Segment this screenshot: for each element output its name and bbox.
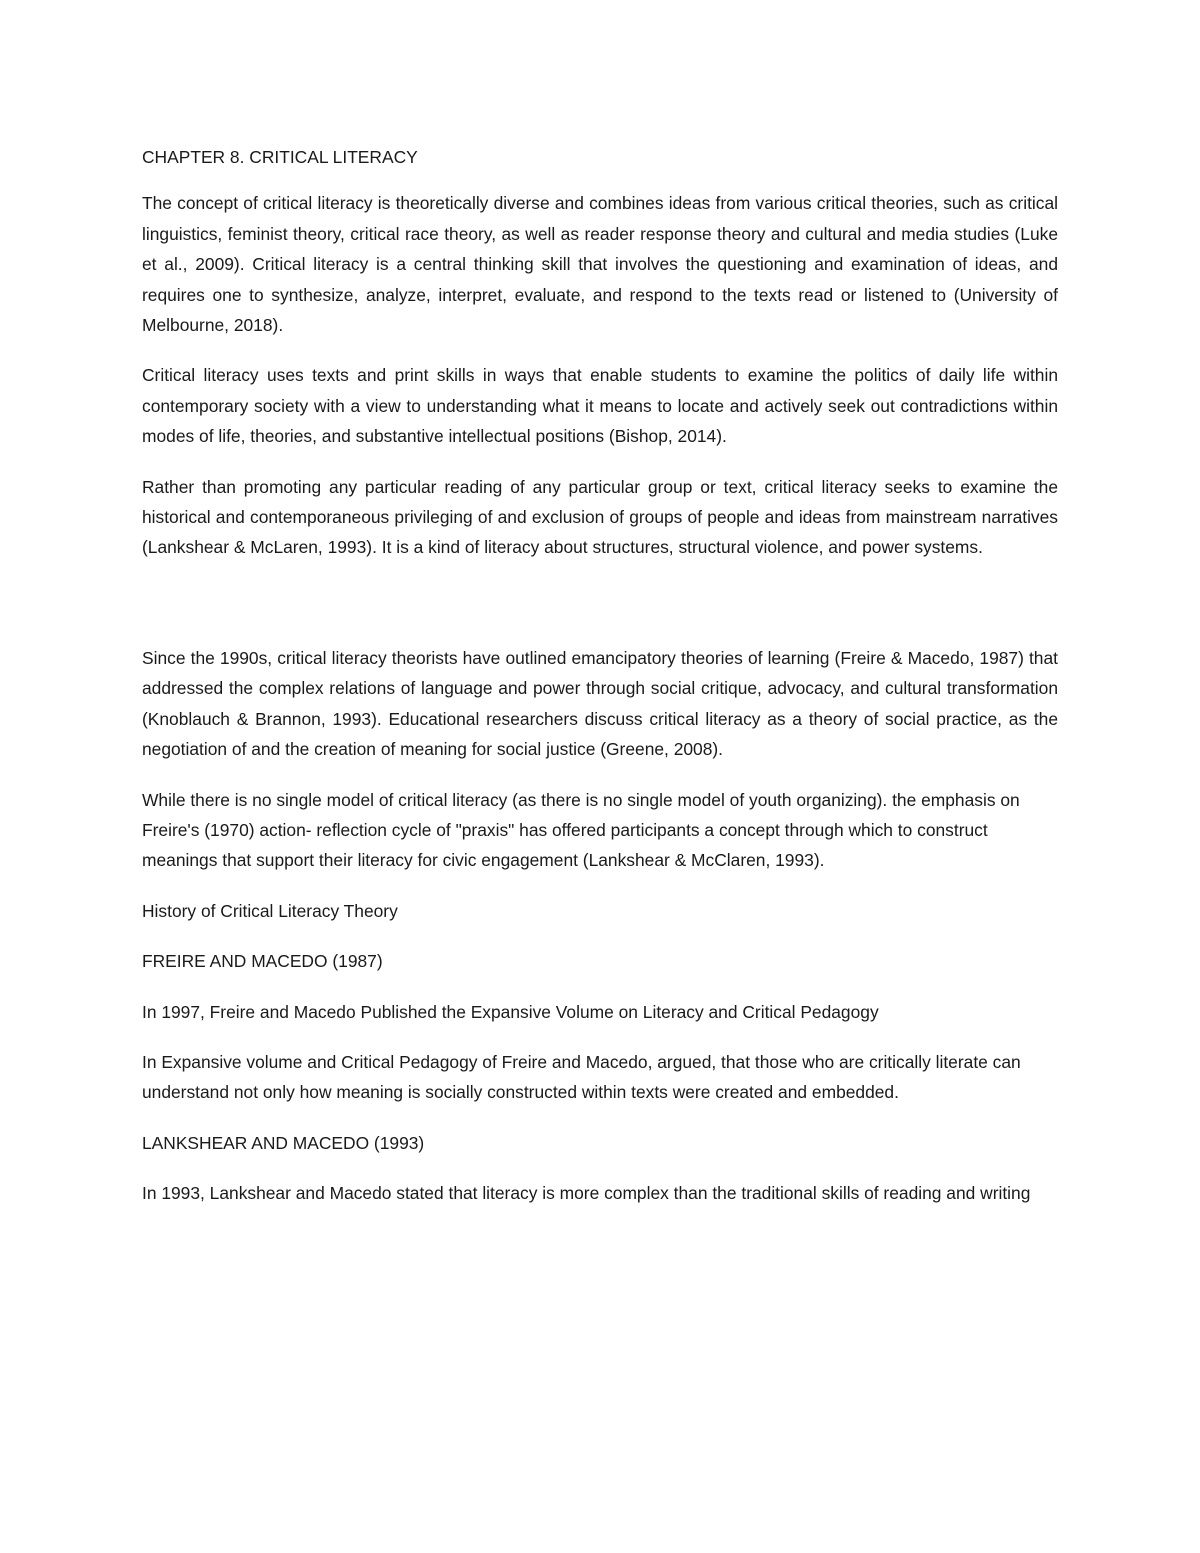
blank-line: [142, 583, 1058, 643]
paragraph-texts-print-skills: Critical literacy uses texts and print skills in ways that enable students to examine the politics of daily life within contemporary society with a view to understanding what it means to locate and actively seek out contradictions within modes of life, theories, and substantive intellectual positions (Bishop, 2014).: [142, 365, 1058, 447]
section-heading-freire-macedo: FREIRE AND MACEDO (1987): [142, 951, 383, 972]
paragraph-expansive-volume: In Expansive volume and Critical Pedagogy of Freire and Macedo, argued, that those who are critically literate can understand not only how meaning is socially constructed within texts were created and embedded.: [142, 1051, 1021, 1103]
paragraph-concept: The concept of critical literacy is theoretically diverse and combines ideas from various critical theories, such as critical linguistics, feminist theory, critical race theory, as well as reader response theory and cultural and media studies (Luke et al., 2009). Critical literacy is a central thinking skill that involves the questioning and examination of ideas, and requires one to synthesize, analyze, interpret, evaluate, and respond to the texts read or listened to (University of Melbourne, 2018).: [142, 193, 1058, 336]
paragraph-privileging: Rather than promoting any particular reading of any particular group or text, critical literacy seeks to examine the historical and contemporaneous privileging of and exclusion of groups of people and ideas from mainstream narratives (Lankshear & McLaren, 1993). It is a kind of literacy about structures, structural violence, and power systems.: [142, 476, 1058, 558]
paragraph-freire-1997: In 1997, Freire and Macedo Published the Expansive Volume on Literacy and Critical Pedagogy: [142, 1001, 879, 1022]
paragraph-no-single-model: While there is no single model of critical literacy (as there is no single model of youth organizing). the emphasis on Freire's (1970) action- reflection cycle of "praxis" has offered participants a concept through which to construct meanings that support their literacy for civic engagement (Lankshear & McClaren, 1993).: [142, 789, 1020, 871]
paragraph-lankshear-1993: In 1993, Lankshear and Macedo stated that literacy is more complex than the traditional skills of reading and writing: [142, 1183, 1031, 1204]
section-heading-lankshear-macedo: LANKSHEAR AND MACEDO (1993): [142, 1132, 425, 1153]
paragraph-since-1990s: Since the 1990s, critical literacy theorists have outlined emancipatory theories of learning (Freire & Macedo, 1987) that addressed the complex relations of language and power through social critique, advocacy, and cultural transformation (Knoblauch & Brannon, 1993). Educational researchers discuss critical literacy as a theory of social practice, as the negotiation of and the creation of meaning for social justice (Greene, 2008).: [142, 647, 1058, 760]
chapter-title: CHAPTER 8. CRITICAL LITERACY: [142, 147, 418, 167]
history-heading: History of Critical Literacy Theory: [142, 900, 398, 921]
